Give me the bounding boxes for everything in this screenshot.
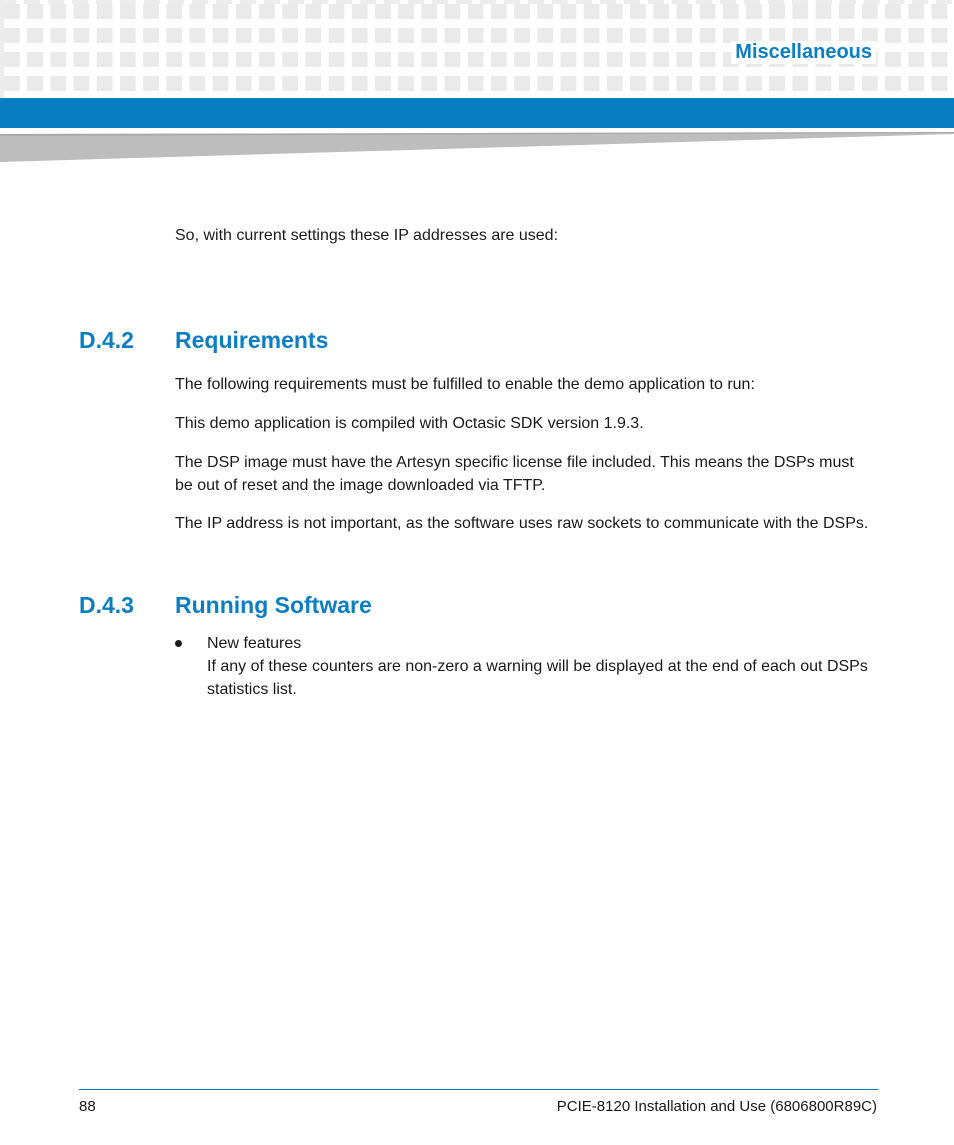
- heading-requirements-title: Requirements: [175, 327, 329, 353]
- intro-text: So, with current settings these IP addresses are used:: [175, 227, 559, 244]
- intro-block: [175, 224, 875, 247]
- header-grey-wedge: [0, 128, 954, 164]
- heading-running-title: Running Software: [175, 592, 372, 618]
- header-blue-band: [0, 98, 954, 128]
- heading-running-number: D.4.3: [79, 592, 134, 618]
- page-number: 88: [79, 1098, 96, 1115]
- paragraph: The following requirements must be fulfilled to enable the demo application to run:: [175, 376, 755, 393]
- header-section-title: Miscellaneous: [731, 41, 876, 64]
- heading-requirements-number: D.4.2: [79, 327, 134, 353]
- heading-requirements: [79, 327, 328, 354]
- paragraph: The IP address is not important, as the software uses raw sockets to communicate with the DSPs.: [175, 515, 869, 532]
- requirements-para-3: [175, 451, 875, 497]
- bullet-detail: If any of these counters are non-zero a warning will be displayed at the end of each out DSPs statistics list.: [207, 658, 868, 698]
- document-title: PCIE-8120 Installation and Use (6806800R89C): [556, 1098, 877, 1115]
- paragraph: This demo application is compiled with Octasic SDK version 1.9.3.: [175, 415, 644, 432]
- list-item: [175, 632, 875, 701]
- bullet-icon: [175, 640, 182, 647]
- paragraph: The DSP image must have the Artesyn specific license file included. This means the DSPs must be out of reset and the image downloaded via TFTP.: [175, 454, 854, 494]
- requirements-para-1: [175, 373, 875, 396]
- heading-running-software: [79, 592, 372, 619]
- footer-rule: [79, 1089, 878, 1090]
- requirements-para-4: [175, 512, 875, 535]
- bullet-label: New features: [207, 635, 302, 652]
- requirements-para-2: [175, 412, 875, 435]
